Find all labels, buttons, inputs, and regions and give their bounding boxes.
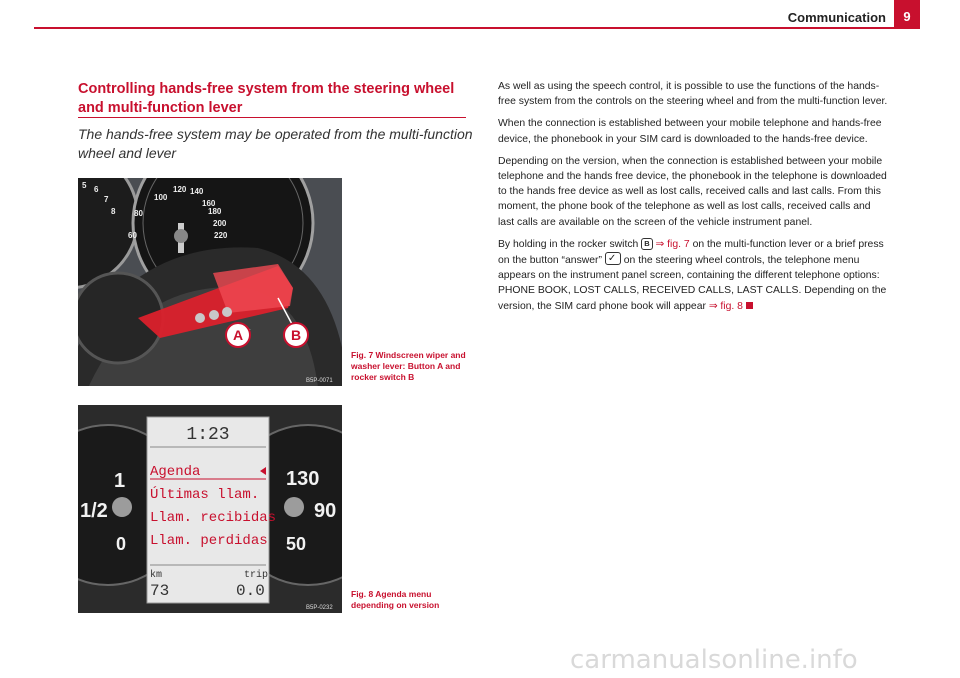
fuel-full: 1 [114,470,126,492]
figure-7-caption: Fig. 7 Windscreen wiper and washer lever: Button A and rocker switch B [351,350,466,382]
temp-50: 50 [286,534,307,554]
answer-button-icon [605,252,621,265]
menu-item-agenda: Agenda [150,464,201,480]
figure-7-steering-lever [78,178,342,386]
paragraph-1: As well as using the speech control, it is possible to use the functions of the hands-free system from the controls on the steering wheel and from the multi-function lever. [498,81,888,108]
speed-120: 120 [173,185,187,194]
fuel-half: 1/2 [80,500,108,522]
speed-200: 200 [213,219,227,228]
speed-180: 180 [208,207,222,216]
header-title: Communication [787,10,886,25]
watermark: carmanualsonline.info [570,645,858,675]
speed-100: 100 [154,193,168,202]
speed-80: 80 [134,209,143,218]
section-intro: The hands-free system may be operated from the multi-function wheel and lever [78,126,473,161]
figure-8-caption: Fig. 8 Agenda menu depending on version [351,589,440,610]
fig7-illustration [78,178,342,386]
section-title: Controlling hands-free system from the steering wheel and multi-function lever [78,81,455,116]
km-label: km [150,570,163,581]
speed-220: 220 [214,231,228,240]
rpm-6: 6 [94,185,99,194]
speed-140: 140 [190,187,204,196]
rpm-5: 5 [82,181,87,190]
temp-90: 90 [314,500,337,522]
rocker-switch-b-badge: B [641,238,652,250]
body-text [498,79,888,321]
speed-160: 160 [202,199,216,208]
fig8-link[interactable]: ⇒ fig. 8 [708,300,743,312]
paragraph-4-part-a: By holding in the rocker switch [498,238,639,250]
fig8-code: B5P-0232 [306,605,333,611]
temp-130: 130 [286,468,320,490]
menu-item-recibidas: Llam. recibidas [150,510,277,526]
paragraph-4-part-c: on the steering wheel controls, the telephone menu appears on the instrument panel screen, containing the different telephone options: PHONE BOOK, LOST CALLS, RECEIVED CALLS, LAST CALLS. Depending on the version, the SIM card phone book will appear [498,255,887,312]
fig8-illustration [78,405,342,613]
rpm-7: 7 [104,195,109,204]
paragraph-4-part-b: on the multi-function lever or a brief press on the button “answer” [498,238,884,267]
section-end-icon [746,302,753,309]
section-rule [78,117,466,118]
fuel-empty: 0 [116,534,127,554]
paragraph-2: When the connection is established between your mobile telephone and hands-free device, the phonebook in your SIM card is downloaded to the hands-free device. [498,118,882,145]
page-number: 9 [894,0,920,29]
speed-60: 60 [128,231,137,240]
trip-value: 0.0 [236,582,265,600]
menu-item-ultimas: Últimas llam. [150,487,260,503]
callout-b-label: B [290,327,302,343]
fig7-link[interactable]: ⇒ fig. 7 [655,238,690,250]
figure-8-agenda-menu [78,405,342,613]
callout-a-label: A [232,327,244,343]
trip-label: trip [244,570,269,581]
rpm-8: 8 [111,207,116,216]
paragraph-3: Depending on the version, when the connection is established between your mobile telephone and the hands free device, the phonebook in the telephone is downloaded to the hands free device as well as lost calls, received calls and last calls. From this moment, the phone book of the telephone as well as lost calls, received calls and last calls are available on the screen of the vehicle instrument panel. [498,155,887,228]
header-rule [34,27,920,29]
km-value: 73 [150,582,170,600]
fig7-code: B5P-0071 [306,378,333,384]
clock-display: 1:23 [186,425,230,445]
paragraph-4 [498,237,888,314]
menu-item-perdidas: Llam. perdidas [150,533,268,549]
